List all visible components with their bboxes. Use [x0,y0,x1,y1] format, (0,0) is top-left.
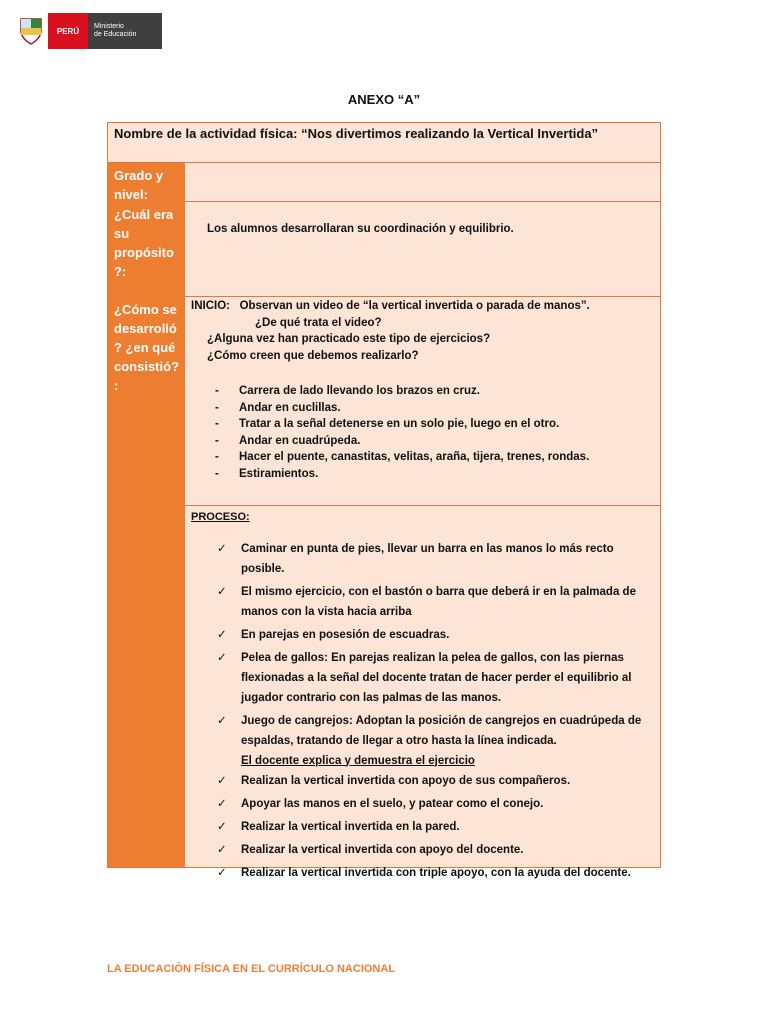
list-item: - Carrera de lado llevando los brazos en cruz. [215,383,660,400]
logo-ministry-line2: de Educación [94,31,137,38]
list-item [217,582,648,622]
list-item [217,817,648,837]
proceso-note [241,751,648,771]
inicio-text: Observan un video de “la vertical invertida o parada de manos”. [239,300,590,312]
item-text: Realizar la vertical invertida con apoyo del docente. [241,843,524,856]
list-item [217,711,648,751]
list-item [217,863,648,883]
check-icon: ✓ [217,843,227,856]
purpose-label [108,202,185,296]
check-icon: ✓ [217,651,227,664]
how-label [108,297,185,505]
activity-name: Nombre de la actividad física: “Nos divertimos realizando la Vertical Invertida” [114,126,599,141]
purpose-value [185,202,660,296]
inicio-list [215,383,660,482]
check-icon: ✓ [217,866,227,879]
item-text: En parejas en posesión de escuadras. [241,628,450,641]
grade-label [108,163,185,201]
inicio-section [185,297,660,505]
list-item: - Tratar a la señal detenerse en un solo pie, luego en el otro. [215,416,660,433]
proceso-label: PROCESO: [191,511,250,523]
coat-of-arms-icon [14,13,48,49]
check-icon: ✓ [217,774,227,787]
proceso-section [185,506,660,879]
list-item [217,648,648,708]
logo-ministry-line1: Ministerio [94,23,124,30]
proceso-list-b [217,771,648,883]
page-footer: LA EDUCACIÓN FÍSICA EN EL CURRÍCULO NACIONAL [107,963,396,975]
list-item [217,539,648,579]
list-item [217,794,648,814]
list-item: - Andar en cuadrúpeda. [215,433,660,450]
check-icon: ✓ [217,585,227,598]
list-item [217,840,648,860]
list-item [217,625,648,645]
item-text: Juego de cangrejos: Adoptan la posición de cangrejos en cuadrúpeda de espaldas, tratando de llegar a otro hasta la línea indicada. [241,714,642,747]
inicio-label: INICIO: [191,300,230,312]
item-text: El mismo ejercicio, con el bastón o barra que deberá ir en la palmada de manos con la vista hacia arriba [241,585,636,618]
list-item [217,771,648,791]
check-icon: ✓ [217,797,227,810]
grade-label-text: Grado y nivel: [114,168,164,202]
logo-country: PERÚ [48,13,88,49]
grade-value [185,163,660,201]
logo-ministry [88,13,162,49]
inicio-question: ¿Cómo creen que debemos realizarlo? [207,349,419,362]
check-icon: ✓ [217,628,227,641]
check-icon: ✓ [217,714,227,727]
list-item: - Hacer el puente, canastitas, velitas, araña, tijera, trenes, rondas. [215,449,660,466]
inicio-question: ¿De qué trata el video? [255,316,382,329]
proceso-list-a [217,539,648,751]
list-item: - Estiramientos. [215,466,660,483]
page-title: ANEXO “A” [347,92,421,107]
proceso-heading [191,509,648,526]
activity-table [107,122,661,879]
purpose-text: Los alumnos desarrollaran su coordinación y equilibrio. [207,223,514,235]
list-item: - Andar en cuclillas. [215,400,660,417]
inicio-question: ¿Alguna vez han practicado este tipo de ejercicios? [207,333,491,345]
proceso-note-text: El docente explica y demuestra el ejercicio [241,754,475,767]
item-text: Realizar la vertical invertida en la pared. [241,820,460,833]
item-text: Realizar la vertical invertida con triple apoyo, con la ayuda del docente. [241,866,631,879]
item-text: Realizan la vertical invertida con apoyo de sus compañeros. [241,774,571,787]
inicio-line [191,298,660,315]
header-row [108,123,660,162]
check-icon: ✓ [217,820,227,833]
how-label-text: ¿Cómo se desarrolló ? ¿en qué consistió? : [114,302,180,393]
item-text: Pelea de gallos: En parejas realizan la pelea de gallos, con las piernas flexionadas a la señal del docente tratan de hacer perder el equilibrio al jugador contrario con las palmas de las manos. [241,651,632,704]
ministry-logo [14,13,162,49]
item-text: Caminar en punta de pies, llevar un barra en las manos lo más recto posible. [241,542,614,575]
check-icon: ✓ [217,542,227,555]
item-text: Apoyar las manos en el suelo, y patear como el conejo. [241,797,544,810]
purpose-label-text: ¿Cuál era su propósito ?: [114,207,174,279]
